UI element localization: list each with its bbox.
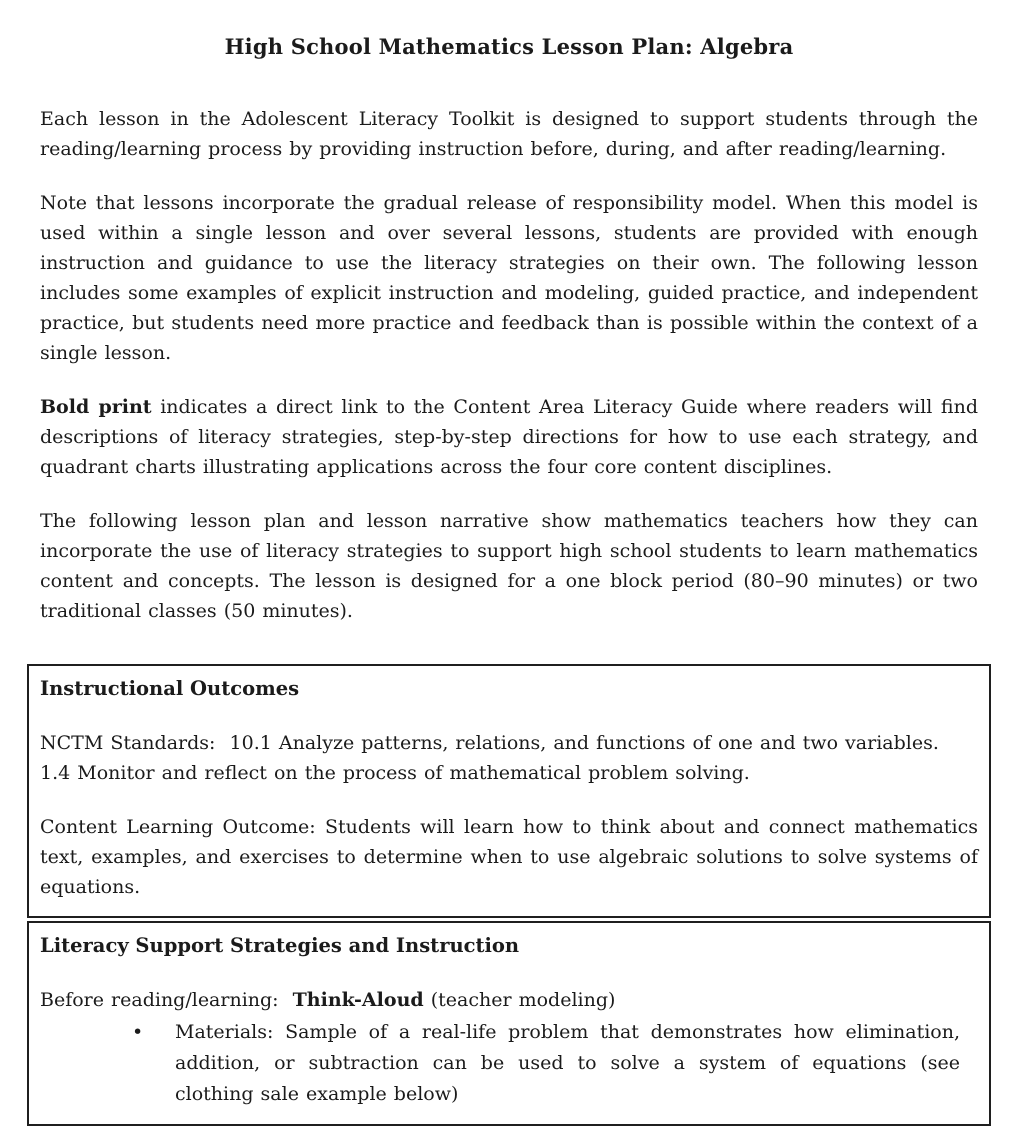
literacy-support-heading: Literacy Support Strategies and Instruction xyxy=(40,934,520,957)
instructional-outcomes-box xyxy=(27,664,991,918)
before-reading-label: Before reading/learning: xyxy=(40,989,293,1011)
nctm-standards-line-2: 1.4 Monitor and reflect on the process of mathematical problem solving. xyxy=(40,762,750,784)
materials-bullet-text: Materials: Sample of a real-life problem that demonstrates how elimination, addition, or subtraction can be used to solve a system of equations (see clothing sale example below) xyxy=(175,1021,960,1105)
bold-print-label: Bold print xyxy=(40,396,152,418)
materials-bullet-item xyxy=(40,1017,960,1110)
think-aloud-label: Think-Aloud xyxy=(292,989,424,1011)
nctm-standards-line-1: NCTM Standards: 10.1 Analyze patterns, relations, and functions of one and two variables. xyxy=(40,732,939,754)
content-learning-outcome: Content Learning Outcome: Students will learn how to think about and connect mathematics text, examples, and exercises to determine when to use algebraic solutions to solve systems of equations. xyxy=(40,816,978,898)
page-title: High School Mathematics Lesson Plan: Algebra xyxy=(224,34,794,59)
bullet-icon: • xyxy=(132,1021,144,1043)
intro-paragraph-3-text: indicates a direct link to the Content Area Literacy Guide where readers will find descriptions of literacy strategies, step-by-step directions for how to use each strategy, and quadrant charts illustrating applications across the four core content disciplines. xyxy=(40,396,978,478)
before-reading-suffix: (teacher modeling) xyxy=(423,989,616,1011)
intro-paragraph-2: Note that lessons incorporate the gradual release of responsibility model. When this model is used within a single lesson and over several lessons, students are provided with enough instruction and guidance to use the literacy strategies on their own. The following lesson includes some examples of explicit instruction and modeling, guided practice, and independent practice, but students need more practice and feedback than is possible within the context of a single lesson. xyxy=(40,192,978,364)
intro-paragraph-1: Each lesson in the Adolescent Literacy Toolkit is designed to support students through the reading/learning process by providing instruction before, during, and after reading/learning. xyxy=(40,108,978,160)
intro-paragraph-3 xyxy=(40,392,978,482)
before-reading-line xyxy=(40,985,978,1015)
instructional-outcomes-heading: Instructional Outcomes xyxy=(40,677,300,700)
intro-paragraph-4: The following lesson plan and lesson narrative show mathematics teachers how they can incorporate the use of literacy strategies to support high school students to learn mathematics content and concepts. The lesson is designed for a one block period (80–90 minutes) or two traditional classes (50 minutes). xyxy=(40,510,978,622)
